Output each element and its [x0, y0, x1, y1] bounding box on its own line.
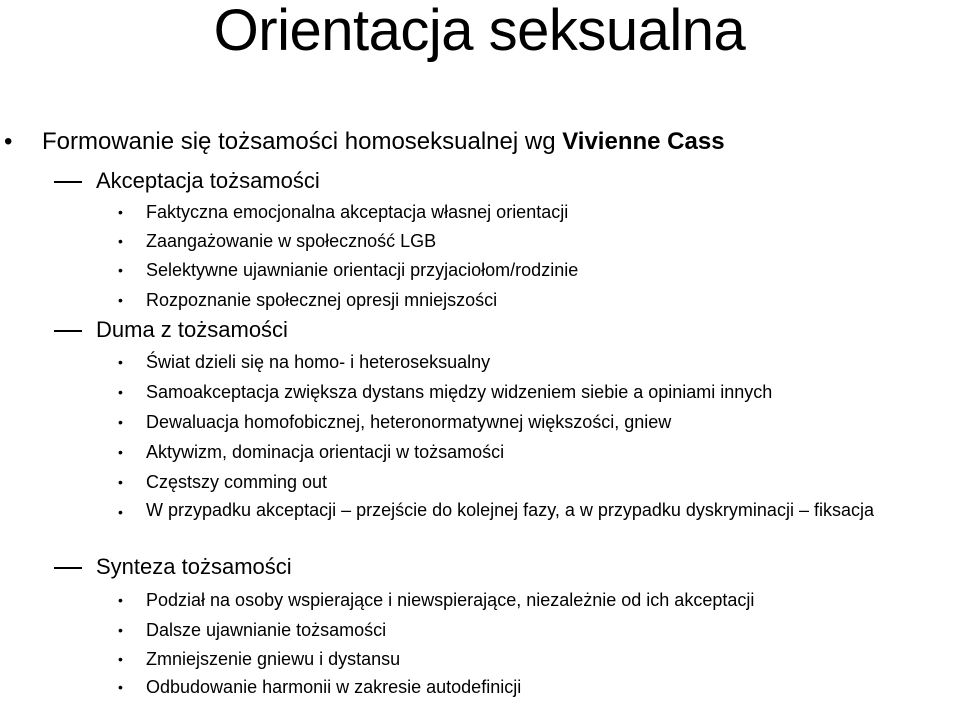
bullet-icon: •	[4, 128, 13, 155]
list-item-text: Faktyczna emocjonalna akceptacja własnej orientacji	[146, 202, 569, 222]
section-label: Akceptacja tożsamości	[96, 168, 320, 193]
main-bullet-text	[42, 126, 725, 158]
list-item-text: Zaangażowanie w społeczność LGB	[146, 231, 437, 251]
section-label: Duma z tożsamości	[96, 317, 288, 342]
bullet-icon: •	[118, 414, 123, 430]
bullet-icon: •	[118, 622, 123, 638]
section-label: Synteza tożsamości	[96, 554, 292, 579]
list-item-text: Dewaluacja homofobicznej, heteronormatywnej większości, gniew	[146, 412, 672, 432]
list-item-text: Dalsze ujawnianie tożsamości	[146, 620, 387, 640]
bullet-icon: •	[118, 354, 123, 370]
dash-icon	[54, 567, 82, 569]
bullet-icon: •	[118, 474, 123, 490]
list-item-text: Zmniejszenie gniewu i dystansu	[146, 649, 401, 669]
list-item-text: Odbudowanie harmonii w zakresie autodefinicji	[146, 677, 522, 697]
list-item-text: Aktywizm, dominacja orientacji w tożsamości	[146, 442, 505, 462]
list-item-text: Świat dzieli się na homo- i heteroseksualny	[146, 352, 491, 372]
bullet-icon: •	[118, 651, 123, 667]
bullet-icon: •	[118, 204, 123, 220]
bullet-icon: •	[118, 233, 123, 249]
bullet-icon: •	[118, 592, 123, 608]
list-item-text: Samoakceptacja zwiększa dystans między widzeniem siebie a opiniami innych	[146, 382, 773, 402]
list-item-text: Selektywne ujawnianie orientacji przyjaciołom/rodzinie	[146, 260, 579, 280]
list-item-text: Rozpoznanie społecznej opresji mniejszości	[146, 290, 498, 310]
bullet-icon: •	[118, 292, 123, 308]
bullet-icon: •	[118, 384, 123, 400]
heading-prefix: Formowanie się tożsamości homoseksualnej wg	[42, 128, 563, 155]
list-item-text: Podział na osoby wspierające i niewspierające, niezależnie od ich akceptacji	[146, 590, 755, 610]
bullet-icon: •	[118, 444, 123, 460]
list-item-text: Częstszy comming out	[146, 472, 328, 492]
dash-icon	[54, 330, 82, 332]
slide-title: Orientacja seksualna	[213, 0, 746, 63]
bullet-icon: •	[118, 679, 123, 695]
bullet-icon: •	[118, 262, 123, 278]
dash-icon	[54, 181, 82, 183]
bullet-icon: •	[118, 504, 123, 520]
list-item-text: W przypadku akceptacji – przejście do kolejnej fazy, a w przypadku dyskryminacji – fiksacja	[146, 500, 874, 520]
heading-author: Vivienne Cass	[562, 128, 725, 155]
